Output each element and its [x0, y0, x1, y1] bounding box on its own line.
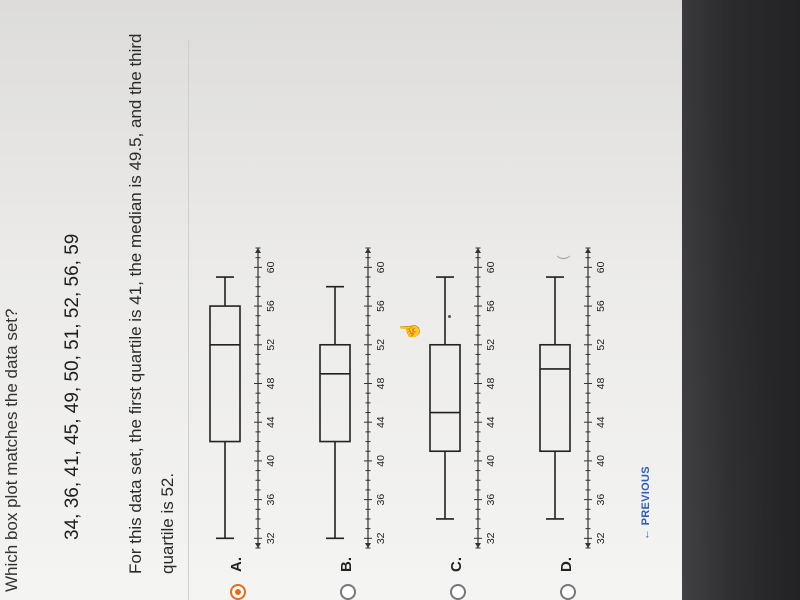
tick-label: 40 [595, 455, 607, 467]
tick-label: 56 [375, 300, 387, 312]
tick-label: 56 [265, 300, 277, 312]
divider [188, 40, 189, 600]
tick-label: 60 [485, 261, 497, 274]
option-label: D. [558, 557, 575, 572]
question-text: Which box plot matches the data set? [2, 308, 21, 592]
box-plot-svg [420, 228, 500, 558]
box-plot-svg [310, 228, 390, 558]
axis-arrow-right-icon [585, 248, 591, 253]
tick-label: 36 [265, 493, 277, 506]
tick-label: 52 [375, 338, 387, 351]
tick-label: 40 [485, 455, 497, 467]
tick-label: 48 [485, 377, 497, 390]
radio-button[interactable] [340, 584, 356, 600]
description-text: For this data set, the first quartile is 41, the median is 49.5, and the third quartile is 52. [126, 33, 177, 574]
tick-label: 52 [265, 338, 277, 351]
iqr-box [540, 345, 570, 451]
tick-label: 40 [375, 455, 387, 467]
tick-label: 48 [265, 377, 277, 390]
tick-label: 48 [595, 377, 607, 390]
iqr-box [320, 345, 350, 442]
tick-label: 36 [375, 493, 387, 506]
box-plot-svg [530, 228, 610, 558]
tick-label: 56 [595, 300, 607, 312]
stray-mark: ( [554, 255, 570, 260]
tick-label: 44 [595, 416, 607, 429]
axis-arrow-left-icon [475, 543, 481, 548]
axis-arrow-right-icon [365, 248, 371, 253]
box-plot [200, 228, 285, 558]
tick-label: 52 [595, 338, 607, 351]
tick-label: 44 [485, 416, 497, 429]
tick-label: 44 [265, 416, 277, 429]
previous-button[interactable]: ← PREVIOUS [640, 466, 652, 540]
tick-label: 60 [375, 261, 387, 274]
option-label: B. [338, 557, 355, 572]
option-label: A. [228, 557, 245, 572]
monitor-bezel [682, 0, 800, 600]
box-plot [420, 228, 505, 558]
tick-label: 60 [265, 261, 277, 274]
tick-label: 36 [595, 493, 607, 506]
radio-button[interactable] [230, 584, 246, 600]
box-plot [530, 228, 615, 558]
iqr-box [210, 306, 240, 441]
tick-label: 32 [595, 532, 607, 545]
tick-label: 32 [485, 532, 497, 545]
tick-label: 52 [485, 338, 497, 351]
tick-label: 44 [375, 416, 387, 429]
bezel-shading [682, 0, 800, 600]
iqr-box [430, 345, 460, 451]
tick-label: 48 [375, 377, 387, 390]
tick-label: 60 [595, 261, 607, 274]
axis-arrow-right-icon [255, 248, 261, 253]
radio-button[interactable] [450, 584, 466, 600]
axis-arrow-left-icon [365, 543, 371, 548]
tick-label: 32 [265, 532, 277, 545]
box-plot [310, 228, 395, 558]
axis-arrow-right-icon [475, 248, 481, 253]
tick-label: 36 [485, 493, 497, 506]
radio-button[interactable] [560, 584, 576, 600]
hand-cursor-icon: ☝ [400, 319, 420, 342]
box-plot-svg [200, 228, 280, 558]
axis-arrow-left-icon [585, 543, 591, 548]
tick-label: 56 [485, 300, 497, 312]
axis-arrow-left-icon [255, 543, 261, 548]
tick-label: 40 [265, 455, 277, 467]
dataset-text: 34, 36, 41, 45, 49, 50, 51, 52, 56, 59 [62, 233, 83, 540]
stray-mark [448, 315, 451, 318]
option-label: C. [448, 557, 465, 572]
tick-label: 32 [375, 532, 387, 545]
